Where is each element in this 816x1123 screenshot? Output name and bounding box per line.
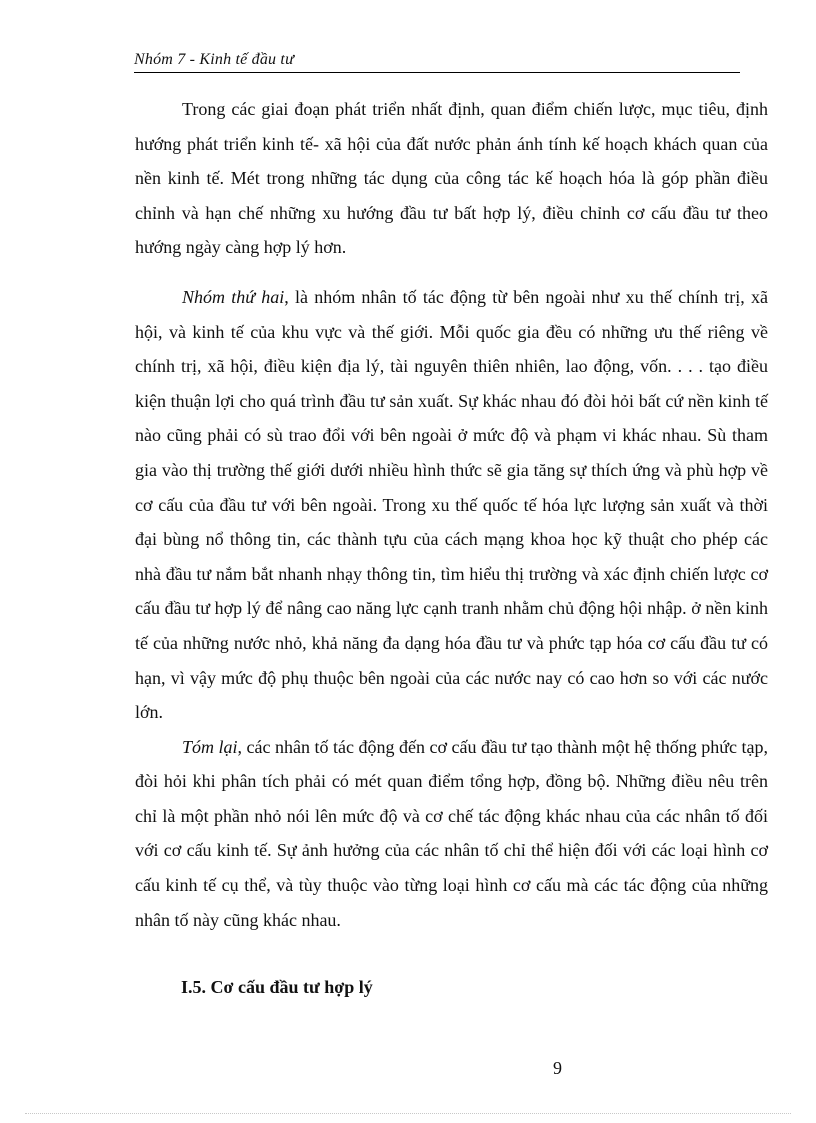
paragraph-2-lead: Nhóm thứ hai <box>182 286 285 307</box>
paragraph-2-text: , là nhóm nhân tố tác động từ bên ngoài như xu thế chính trị, xã hội, và kinh tế của khu vực và thế giới. Mỗi quốc gia đều có những ưu thế riêng về chính trị, xã hội, điều kiện địa lý, tài nguyên thiên nhiên, lao động, vốn. . . . tạo điều kiện thuận lợi cho quá trình đầu tư sản xuất. Sự khác nhau đó đòi hỏi bất cứ nền kinh tế nào cũng phải có sù trao đổi với bên ngoài ở mức độ và phạm vi khác nhau. Sù tham gia vào thị trường thế giới dưới nhiều hình thức sẽ gia tăng sự thích ứng và phù hợp về cơ cấu của đầu tư với bên ngoài. Trong xu thế quốc tế hóa lực lượng sản xuất và thời đại bùng nổ thông tin, các thành tựu của cách mạng khoa học kỹ thuật cho phép các nhà đầu tư nắm bắt nhanh nhạy thông tin, tìm hiểu thị trường và xác định chiến lược cơ cấu đầu tư hợp lý để nâng cao năng lực cạnh tranh nhằm chủ động hội nhập. ở nền kinh tế của những nước nhỏ, khả năng đa dạng hóa đầu tư và phức tạp hóa cơ cấu đầu tư có hạn, vì vậy mức độ phụ thuộc bên ngoài của các nước nay có cao hơn so với các nước lớn. <box>135 286 768 723</box>
paragraph-1 <box>135 92 768 265</box>
page-bottom-divider <box>25 1113 791 1114</box>
paragraph-1-text: Trong các giai đoạn phát triển nhất định, quan điểm chiến lược, mục tiêu, định hướng phát triển kinh tế- xã hội của đất nước phản ánh tính kế hoạch khách quan của nền kinh tế. Mét trong những tác dụng của công tác kế hoạch hóa là góp phần điều chỉnh và hạn chế những xu hướng đầu tư bất hợp lý, điều chỉnh cơ cấu đầu tư theo hướng ngày càng hợp lý hơn. <box>135 99 768 258</box>
paragraph-3-lead: Tóm lại <box>182 736 238 757</box>
header-title: Nhóm 7 - Kinh tế đầu tư <box>134 51 294 68</box>
paragraph-3 <box>135 730 768 938</box>
page-number: 9 <box>553 1058 562 1078</box>
paragraph-3-text: , các nhân tố tác động đến cơ cấu đầu tư tạo thành một hệ thống phức tạp, đòi hỏi khi phân tích phải có mét quan điểm tổng hợp, đồng bộ. Những điều nêu trên chỉ là một phần nhỏ nói lên mức độ và cơ chế tác động khác nhau của các nhân tố đối với cơ cấu kinh tế. Sự ảnh hưởng của các nhân tố chỉ thể hiện đối với các loại hình cơ cấu kinh tế cụ thể, và tùy thuộc vào từng loại hình cơ cấu mà các tác động của những nhân tố này cũng khác nhau. <box>135 736 769 930</box>
page-header <box>134 50 740 73</box>
section-heading: I.5. Cơ cấu đầu tư hợp lý <box>181 977 373 997</box>
paragraph-2 <box>135 280 768 730</box>
document-body <box>135 92 768 937</box>
